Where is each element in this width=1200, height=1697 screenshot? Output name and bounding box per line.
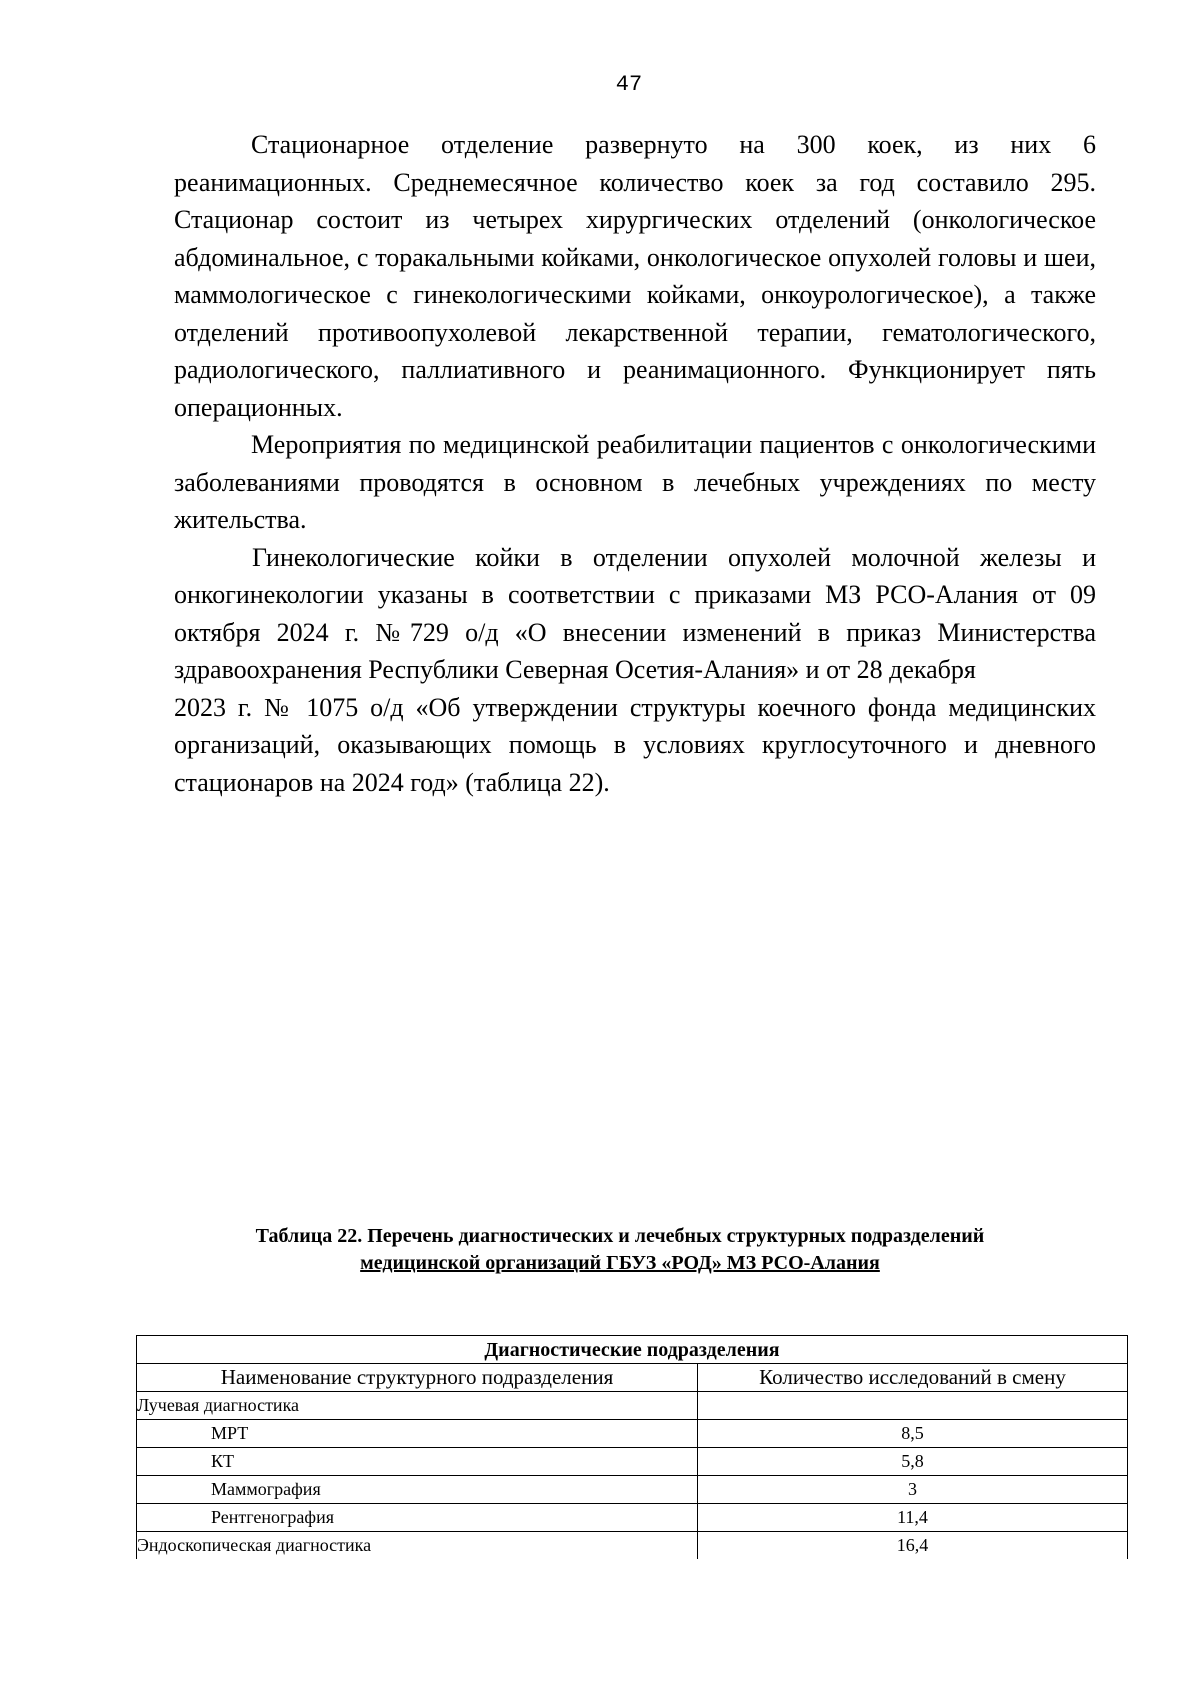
table-cell-name: МРТ	[137, 1420, 698, 1448]
table-caption-line1: Таблица 22. Перечень диагностических и лечебных структурных подразделений	[255, 1225, 985, 1247]
paragraph-rehabilitation: Мероприятия по медицинской реабилитации пациентов с онкологическими заболеваниями проводятся в основном в лечебных учреждениях по месту жительства.	[174, 430, 1096, 534]
table-cell-value	[698, 1392, 1128, 1420]
table-cell-value: 11,4	[698, 1504, 1128, 1532]
paragraph-gynecology-beds: Гинекологические койки в отделении опухолей молочной железы и онкогинекологии указаны в соответствии с приказами МЗ РСО-Алания от 09 октября 2024 г. №729 о/д «О внесении изменений в приказ Министерства здравоохранения Республики Северная Осетия-Алания» и от 28 декабря	[174, 542, 1096, 684]
table-header-row	[137, 1364, 1128, 1392]
table-row	[137, 1476, 1128, 1504]
table-cell-name: Лучевая диагностика	[137, 1392, 698, 1420]
page-number: 47	[615, 72, 643, 97]
table-cell-value: 16,4	[698, 1532, 1128, 1560]
table-row	[137, 1532, 1128, 1560]
table-row	[137, 1448, 1128, 1476]
table-row	[137, 1504, 1128, 1532]
body-text	[174, 126, 1096, 801]
paragraph-order-reference: 2023 г. № 1075 о/д «Об утверждении структуры коечного фонда медицинских организаций, оказывающих помощь в условиях круглосуточного и дневного стационаров на 2024 год» (таблица 22).	[174, 692, 1096, 797]
table-caption-line2: медицинской организаций ГБУЗ «РОД» МЗ РСО-Алания	[360, 1252, 880, 1274]
table-cell-value: 5,8	[698, 1448, 1128, 1476]
table-section-title: Диагностические подразделения	[137, 1336, 1128, 1364]
table-cell-value: 8,5	[698, 1420, 1128, 1448]
table-cell-name: Маммография	[137, 1476, 698, 1504]
table-row	[137, 1420, 1128, 1448]
column-header-unit-name: Наименование структурного подразделения	[137, 1364, 698, 1392]
table-section-row	[137, 1336, 1128, 1364]
table-row	[137, 1392, 1128, 1420]
column-header-exams-per-shift: Количество исследований в смену	[698, 1364, 1128, 1392]
table-cell-value: 3	[698, 1476, 1128, 1504]
table-caption	[120, 1223, 1120, 1277]
table-cell-name: Эндоскопическая диагностика	[137, 1532, 698, 1560]
table-cell-name: КТ	[137, 1448, 698, 1476]
paragraph-inpatient-department: Стационарное отделение развернуто на 300 коек, из них 6 реанимационных. Среднемесячное количество коек за год составило 295. Стационар состоит из четырех хирургических отделений (онкологическое абдоминальное, с торакальными койками, онкологическое опухолей головы и шеи, маммологическое с гинекологическими койками, онкоурологическое), а также отделений противоопухолевой лекарственной терапии, гематологического, радиологического, паллиативного и реанимационного. Функционирует пять операционных.	[174, 130, 1096, 422]
table-cell-name: Рентгенография	[137, 1504, 698, 1532]
diagnostic-units-table	[136, 1335, 1128, 1559]
